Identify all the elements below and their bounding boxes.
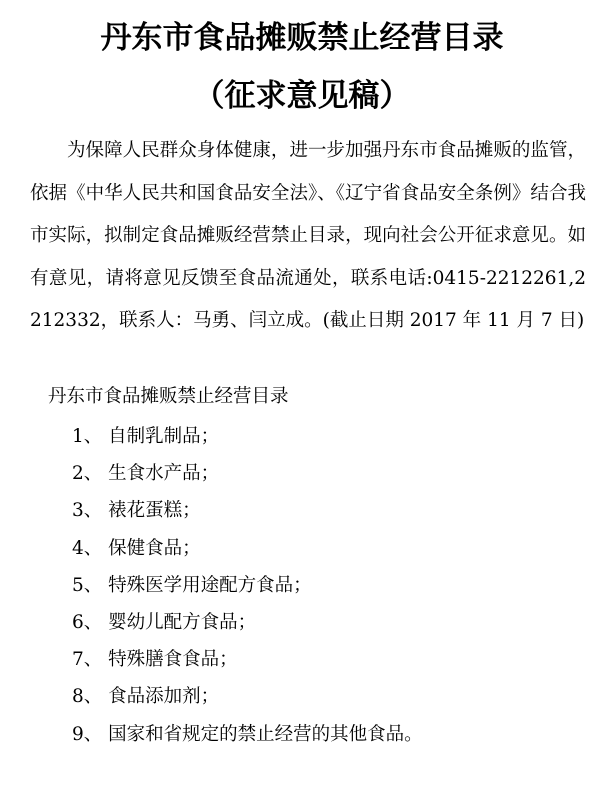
list-item: 9、 国家和省规定的禁止经营的其他食品。 bbox=[72, 723, 423, 745]
document-title: 丹东市食品摊贩禁止经营目录 bbox=[100, 20, 504, 56]
list-item: 1、 自制乳制品； bbox=[72, 426, 220, 447]
document-subtitle: （征求意见稿） bbox=[193, 78, 411, 114]
list-item: 2、 生食水产品； bbox=[72, 463, 220, 485]
list-title: 丹东市食品摊贩禁止经营目录 bbox=[48, 386, 289, 407]
list-item: 4、 保健食品； bbox=[72, 537, 201, 559]
list-item: 8、 食品添加剂； bbox=[72, 686, 220, 708]
list-item: 7、 特殊膳食食品； bbox=[72, 649, 238, 671]
prohibited-items-list bbox=[72, 418, 423, 753]
list-item: 3、 裱花蛋糕； bbox=[72, 500, 201, 522]
list-item: 6、 婴幼儿配方食品； bbox=[72, 611, 257, 633]
intro-paragraph: 为保障人民群众身体健康，进一步加强丹东市食品摊贩的监管，依据《中华人民共和国食品安全法》、《辽宁省食品安全条例》结合我市实际，拟制定食品摊贩经营禁止目录，现向社会公开征求意见。如有意见，请将意见反馈至食品流通处，联系电话:0415-2212261,2212332，联系人：马勇、闫立成。(截止日期 2017 年 11 月 7 日) bbox=[30, 140, 586, 331]
list-item: 5、 特殊医学用途配方食品； bbox=[72, 574, 312, 596]
